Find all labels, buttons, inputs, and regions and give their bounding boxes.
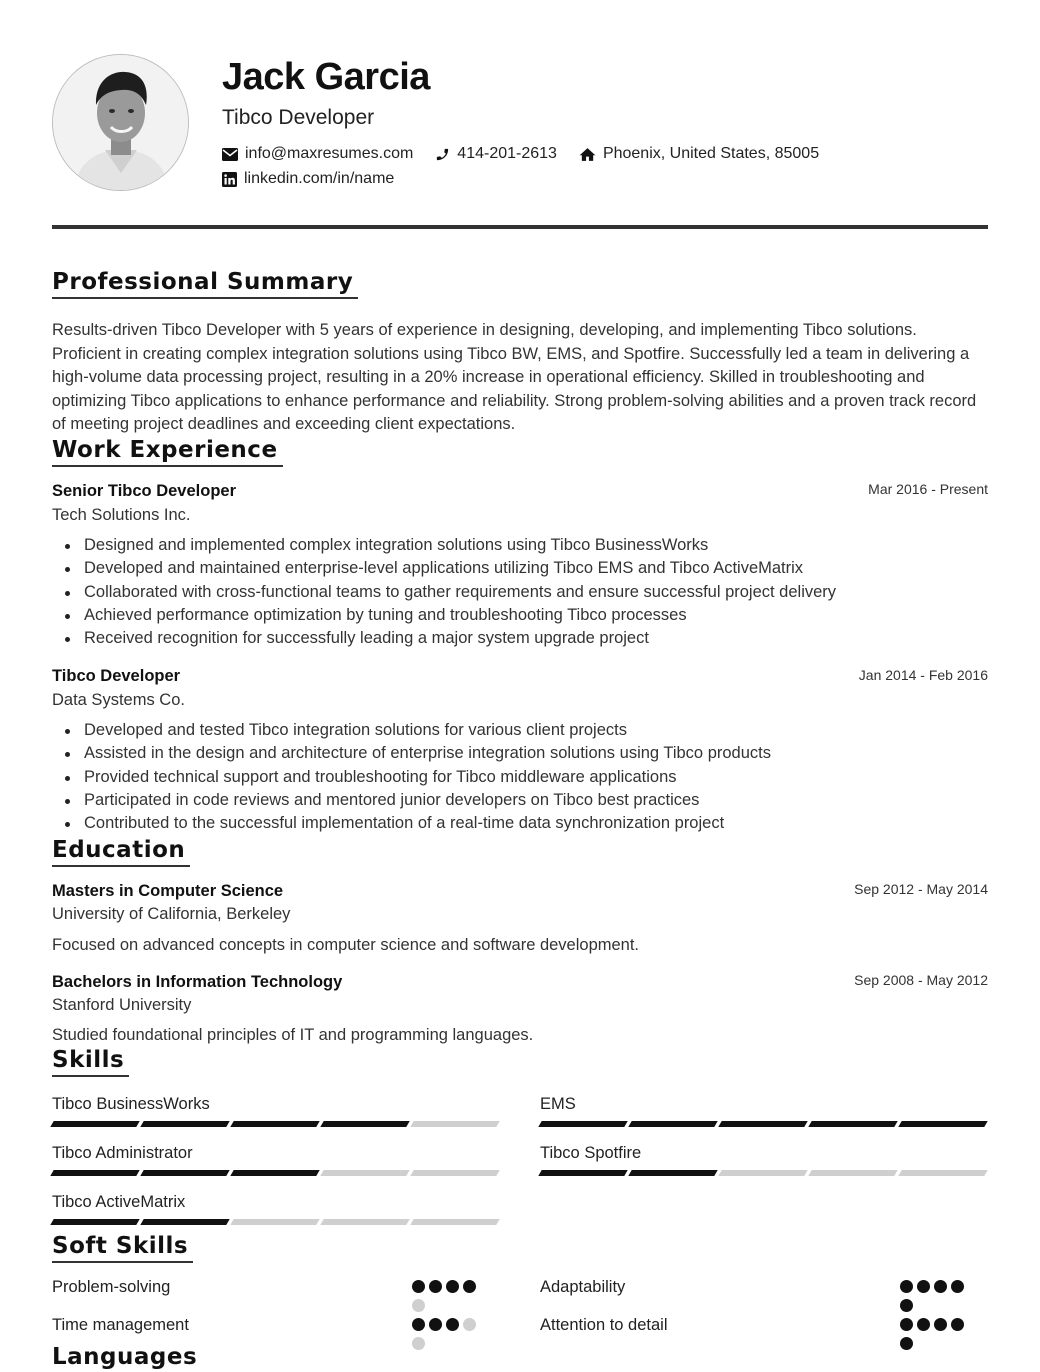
skill-level-bar	[540, 1170, 986, 1176]
skill-level-segment	[538, 1121, 627, 1127]
education-description: Studied foundational principles of IT and programming languages.	[52, 1026, 534, 1044]
home-icon	[579, 147, 596, 162]
skill-name: EMS	[540, 1095, 576, 1113]
soft-skill-name: Problem-solving	[52, 1278, 171, 1296]
soft-skill-dot	[934, 1280, 947, 1293]
skill-name: Tibco BusinessWorks	[52, 1095, 210, 1113]
soft-skill-dot	[412, 1280, 425, 1293]
soft-skill-dot	[463, 1318, 476, 1331]
soft-skill-dot	[446, 1318, 459, 1331]
education-dates: Sep 2008 - May 2012	[854, 972, 988, 988]
resume-header	[52, 54, 988, 194]
list-item: Assisted in the design and architecture of enterprise integration solutions using Tibco products	[84, 742, 984, 765]
soft-skill-item	[540, 1278, 986, 1318]
skill-item	[52, 1191, 498, 1225]
skill-item	[52, 1093, 498, 1127]
skill-level-segment	[808, 1121, 897, 1127]
soft-skill-name: Attention to detail	[540, 1316, 668, 1334]
soft-skill-dot	[951, 1318, 964, 1331]
job-bullets	[84, 719, 984, 835]
skill-level-bar	[52, 1219, 498, 1225]
section-heading-summary: Professional Summary	[52, 268, 358, 299]
skill-item	[540, 1093, 986, 1127]
contact-phone-text: 414-201-2613	[457, 145, 557, 162]
contact-location-text: Phoenix, United States, 85005	[602, 145, 820, 162]
skill-level-segment	[320, 1170, 409, 1176]
skill-level-bar	[540, 1121, 986, 1127]
skill-level-segment	[230, 1121, 319, 1127]
education-school: Stanford University	[52, 996, 192, 1014]
skill-level-segment	[140, 1219, 229, 1225]
soft-skill-dot	[446, 1280, 459, 1293]
skill-level-segment	[628, 1170, 717, 1176]
soft-skill-dots	[900, 1318, 980, 1356]
list-item: Participated in code reviews and mentored junior developers on Tibco best practices	[84, 789, 984, 812]
skill-level-segment	[898, 1121, 987, 1127]
skill-level-segment	[50, 1170, 139, 1176]
skill-level-segment	[230, 1219, 319, 1225]
skill-level-segment	[718, 1170, 807, 1176]
job-dates: Mar 2016 - Present	[868, 481, 988, 497]
soft-skill-name: Time management	[52, 1316, 189, 1334]
soft-skill-dot	[951, 1280, 964, 1293]
skill-level-segment	[140, 1121, 229, 1127]
list-item: Designed and implemented complex integration solutions using Tibco BusinessWorks	[84, 534, 984, 557]
contact-row-secondary	[222, 170, 416, 188]
section-heading-experience: Work Experience	[52, 436, 283, 467]
skill-item	[540, 1142, 986, 1176]
soft-skill-dot	[900, 1337, 913, 1350]
skill-level-segment	[628, 1121, 717, 1127]
skill-level-segment	[140, 1170, 229, 1176]
contact-email[interactable]	[222, 145, 413, 163]
contact-row-primary	[222, 145, 841, 163]
soft-skill-dot	[934, 1318, 947, 1331]
soft-skill-dots	[412, 1280, 492, 1318]
section-heading-skills: Skills	[52, 1046, 129, 1077]
job-company: Data Systems Co.	[52, 691, 185, 709]
envelope-icon	[222, 148, 238, 161]
skill-level-segment	[808, 1170, 897, 1176]
skill-level-segment	[898, 1170, 987, 1176]
phone-icon	[435, 147, 450, 162]
education-description: Focused on advanced concepts in computer science and software development.	[52, 936, 640, 954]
education-degree: Bachelors in Information Technology	[52, 973, 343, 991]
job-dates: Jan 2014 - Feb 2016	[858, 667, 988, 683]
skill-level-segment	[50, 1219, 139, 1225]
soft-skill-item	[540, 1316, 986, 1356]
list-item: Received recognition for successfully leading a major system upgrade project	[84, 627, 984, 650]
job-title: Senior Tibco Developer	[52, 482, 236, 500]
job-company: Tech Solutions Inc.	[52, 506, 191, 524]
soft-skill-dots	[412, 1318, 492, 1356]
soft-skill-dot	[429, 1280, 442, 1293]
contact-linkedin[interactable]	[222, 170, 394, 188]
soft-skill-name: Adaptability	[540, 1278, 626, 1296]
candidate-name: Jack Garcia	[222, 56, 430, 98]
skill-name: Tibco Spotfire	[540, 1144, 642, 1162]
education-degree: Masters in Computer Science	[52, 882, 284, 900]
soft-skill-dot	[900, 1318, 913, 1331]
profile-photo-image	[53, 55, 189, 191]
skill-level-segment	[320, 1121, 409, 1127]
soft-skill-item	[52, 1278, 498, 1318]
list-item: Achieved performance optimization by tuning and troubleshooting Tibco processes	[84, 604, 984, 627]
education-dates: Sep 2012 - May 2014	[854, 881, 988, 897]
soft-skill-dot	[917, 1318, 930, 1331]
soft-skill-dot	[917, 1280, 930, 1293]
job-bullets	[84, 534, 984, 650]
section-heading-soft-skills: Soft Skills	[52, 1232, 193, 1263]
education-school: University of California, Berkeley	[52, 905, 291, 923]
soft-skill-dot	[412, 1299, 425, 1312]
skill-name: Tibco Administrator	[52, 1144, 193, 1162]
soft-skill-dots	[900, 1280, 980, 1318]
soft-skill-dot	[412, 1337, 425, 1350]
skill-name: Tibco ActiveMatrix	[52, 1193, 186, 1211]
skill-level-segment	[50, 1121, 139, 1127]
list-item: Provided technical support and troubleshooting for Tibco middleware applications	[84, 766, 984, 789]
candidate-title: Tibco Developer	[222, 106, 375, 129]
skill-level-segment	[320, 1219, 409, 1225]
summary-text: Results-driven Tibco Developer with 5 years of experience in designing, developing, and implementing Tibco solutions. Proficient in creating complex integration solutions using Tibco BW, EMS, and Spotfire. Successfully led a team in delivering a high-volume data processing project, resulting in a 20% increase in operational efficiency. Skilled in troubleshooting and optimizing Tibco applications to enhance performance and reliability. Strong problem-solving abilities and a proven track record of meeting project deadlines and exceeding client expectations.	[52, 321, 977, 433]
skill-level-segment	[538, 1170, 627, 1176]
list-item: Developed and tested Tibco integration solutions for various client projects	[84, 719, 984, 742]
list-item: Developed and maintained enterprise-level applications utilizing Tibco EMS and Tibco ActiveMatrix	[84, 557, 984, 580]
soft-skill-dot	[900, 1280, 913, 1293]
soft-skill-dot	[412, 1318, 425, 1331]
soft-skill-dot	[900, 1299, 913, 1312]
soft-skill-dot	[429, 1318, 442, 1331]
contact-location	[579, 145, 819, 163]
contact-email-text: info@maxresumes.com	[245, 145, 414, 162]
section-heading-languages: Languages	[52, 1343, 202, 1372]
list-item: Collaborated with cross-functional teams to gather requirements and ensure successful project delivery	[84, 581, 984, 604]
soft-skill-dot	[463, 1280, 476, 1293]
skill-level-segment	[230, 1170, 319, 1176]
skill-level-bar	[52, 1121, 498, 1127]
profile-photo	[52, 54, 189, 191]
skill-item	[52, 1142, 498, 1176]
contact-phone[interactable]	[435, 145, 557, 163]
contact-linkedin-text: linkedin.com/in/name	[244, 170, 395, 187]
skill-level-bar	[52, 1170, 498, 1176]
skill-level-segment	[410, 1121, 499, 1127]
job-title: Tibco Developer	[52, 667, 181, 685]
section-heading-education: Education	[52, 836, 190, 867]
linkedin-icon	[222, 172, 237, 187]
header-divider	[52, 225, 988, 229]
skill-level-segment	[410, 1170, 499, 1176]
list-item: Contributed to the successful implementation of a real-time data synchronization project	[84, 812, 984, 835]
skill-level-segment	[410, 1219, 499, 1225]
skill-level-segment	[718, 1121, 807, 1127]
